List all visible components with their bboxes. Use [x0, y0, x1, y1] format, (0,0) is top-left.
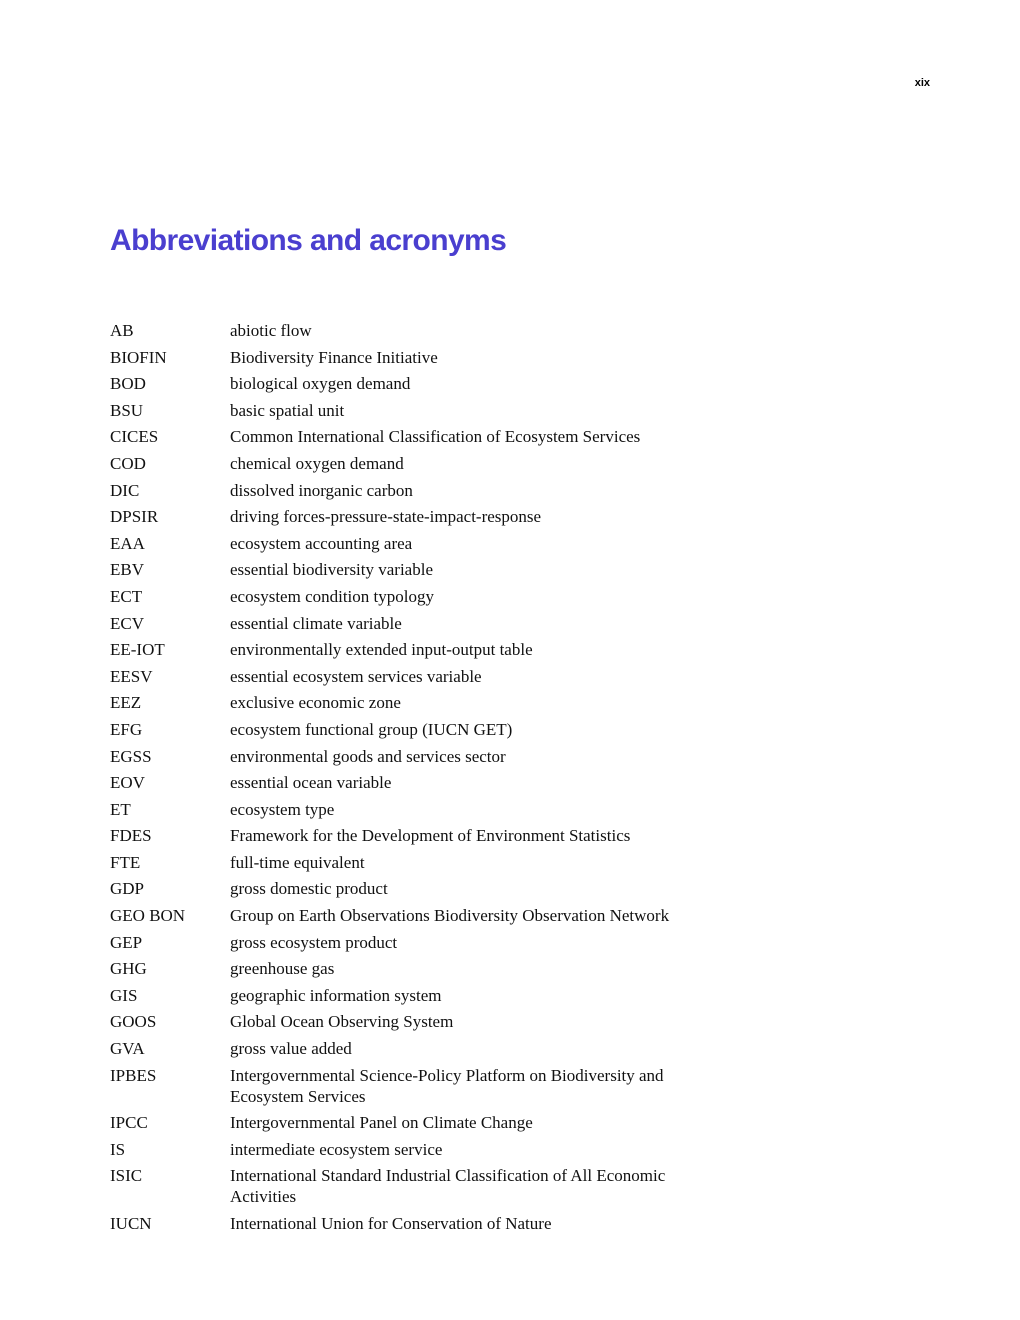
list-item — [110, 1011, 710, 1038]
abbreviation-term: EGSS — [110, 746, 152, 766]
abbreviation-definition: full-time equivalent — [230, 852, 365, 872]
abbreviation-term: IS — [110, 1139, 126, 1159]
list-item — [110, 320, 710, 347]
abbreviation-definition: ecosystem type — [230, 799, 335, 819]
abbreviation-term: IPBES — [110, 1065, 157, 1085]
list-item — [110, 1213, 710, 1240]
abbreviation-term: EOV — [110, 773, 145, 793]
abbreviation-term: ET — [110, 799, 131, 819]
list-item — [110, 559, 710, 586]
abbreviation-term: GVA — [110, 1039, 145, 1059]
abbreviation-definition: ecosystem accounting area — [230, 533, 413, 553]
abbreviation-term: GHG — [110, 959, 147, 979]
abbreviation-definition: Intergovernmental Panel on Climate Change — [230, 1113, 533, 1133]
page-number: xix — [914, 77, 930, 89]
abbreviation-definition: International Standard Industrial Classification of All Economic Activities — [230, 1166, 666, 1207]
abbreviation-definition: Biodiversity Finance Initiative — [230, 347, 438, 367]
abbreviation-definition: gross value added — [230, 1039, 352, 1059]
list-item — [110, 1165, 710, 1213]
abbreviations-list — [110, 320, 710, 1239]
abbreviation-term: EBV — [110, 560, 144, 580]
abbreviation-term: ECT — [110, 586, 143, 606]
abbreviation-definition: ecosystem functional group (IUCN GET) — [230, 719, 513, 739]
list-item — [110, 878, 710, 905]
list-item — [110, 480, 710, 507]
list-item — [110, 426, 710, 453]
abbreviation-term: EFG — [110, 719, 143, 739]
abbreviation-term: IUCN — [110, 1213, 152, 1233]
abbreviation-definition: greenhouse gas — [230, 959, 335, 979]
abbreviation-term: GDP — [110, 879, 145, 899]
list-item — [110, 1139, 710, 1166]
abbreviation-term: BIOFIN — [110, 347, 167, 367]
abbreviation-definition: Framework for the Development of Environment Statistics — [230, 826, 631, 846]
abbreviation-definition: driving forces-pressure-state-impact-response — [230, 507, 542, 527]
abbreviation-definition: biological oxygen demand — [230, 374, 411, 394]
list-item — [110, 666, 710, 693]
abbreviation-term: ISIC — [110, 1166, 143, 1186]
abbreviation-definition: chemical oxygen demand — [230, 453, 404, 473]
abbreviation-definition: intermediate ecosystem service — [230, 1139, 443, 1159]
abbreviation-definition: environmentally extended input-output table — [230, 640, 533, 660]
list-item — [110, 905, 710, 932]
abbreviation-term: DPSIR — [110, 507, 159, 527]
abbreviation-term: BSU — [110, 400, 144, 420]
list-item — [110, 719, 710, 746]
list-item — [110, 373, 710, 400]
list-item — [110, 613, 710, 640]
list-item — [110, 533, 710, 560]
list-item — [110, 586, 710, 613]
abbreviation-term: EEZ — [110, 693, 142, 713]
list-item — [110, 453, 710, 480]
abbreviation-definition: Common International Classification of Ecosystem Services — [230, 427, 641, 447]
abbreviation-definition: geographic information system — [230, 985, 442, 1005]
abbreviation-definition: essential ecosystem services variable — [230, 666, 482, 686]
abbreviation-term: GIS — [110, 985, 138, 1005]
abbreviation-term: AB — [110, 321, 134, 340]
page-title: Abbreviations and acronyms — [110, 224, 507, 257]
list-item — [110, 639, 710, 666]
abbreviation-term: GOOS — [110, 1012, 157, 1032]
list-item — [110, 746, 710, 773]
abbreviation-definition: dissolved inorganic carbon — [230, 480, 413, 500]
abbreviation-definition: International Union for Conservation of Nature — [230, 1213, 552, 1233]
list-item — [110, 985, 710, 1012]
abbreviation-definition: Group on Earth Observations Biodiversity Observation Network — [230, 906, 670, 926]
abbreviation-definition: essential ocean variable — [230, 773, 392, 793]
abbreviation-term: DIC — [110, 480, 140, 500]
list-item — [110, 772, 710, 799]
abbreviation-definition: Global Ocean Observing System — [230, 1012, 454, 1032]
list-item — [110, 692, 710, 719]
list-item — [110, 799, 710, 826]
abbreviation-term: GEO BON — [110, 906, 186, 926]
abbreviation-term: EESV — [110, 666, 153, 686]
list-item — [110, 958, 710, 985]
abbreviation-definition: basic spatial unit — [230, 400, 345, 420]
list-item — [110, 1112, 710, 1139]
abbreviation-definition: essential climate variable — [230, 613, 402, 633]
list-item — [110, 347, 710, 374]
abbreviation-term: IPCC — [110, 1113, 148, 1133]
abbreviation-term: BOD — [110, 374, 146, 394]
abbreviation-term: CICES — [110, 427, 159, 447]
abbreviation-definition: ecosystem condition typology — [230, 586, 434, 606]
abbreviation-definition: essential biodiversity variable — [230, 560, 433, 580]
abbreviation-term: FDES — [110, 826, 152, 846]
abbreviation-term: GEP — [110, 932, 143, 952]
abbreviation-definition: gross ecosystem product — [230, 932, 398, 952]
abbreviation-term: EE-IOT — [110, 640, 165, 660]
abbreviation-term: ECV — [110, 613, 144, 633]
abbreviation-definition: exclusive economic zone — [230, 693, 401, 713]
abbreviation-definition: environmental goods and services sector — [230, 746, 506, 766]
list-item — [110, 1038, 710, 1065]
list-item — [110, 825, 710, 852]
abbreviation-definition: abiotic flow — [230, 321, 312, 340]
abbreviation-term: FTE — [110, 852, 141, 872]
list-item — [110, 852, 710, 879]
abbreviation-definition: gross domestic product — [230, 879, 388, 899]
abbreviation-term: COD — [110, 453, 146, 473]
abbreviation-definition: Intergovernmental Science-Policy Platform on Biodiversity and Ecosystem Services — [230, 1065, 664, 1106]
list-item — [110, 506, 710, 533]
abbreviation-term: EAA — [110, 533, 145, 553]
list-item — [110, 932, 710, 959]
list-item — [110, 400, 710, 427]
list-item — [110, 1065, 710, 1113]
